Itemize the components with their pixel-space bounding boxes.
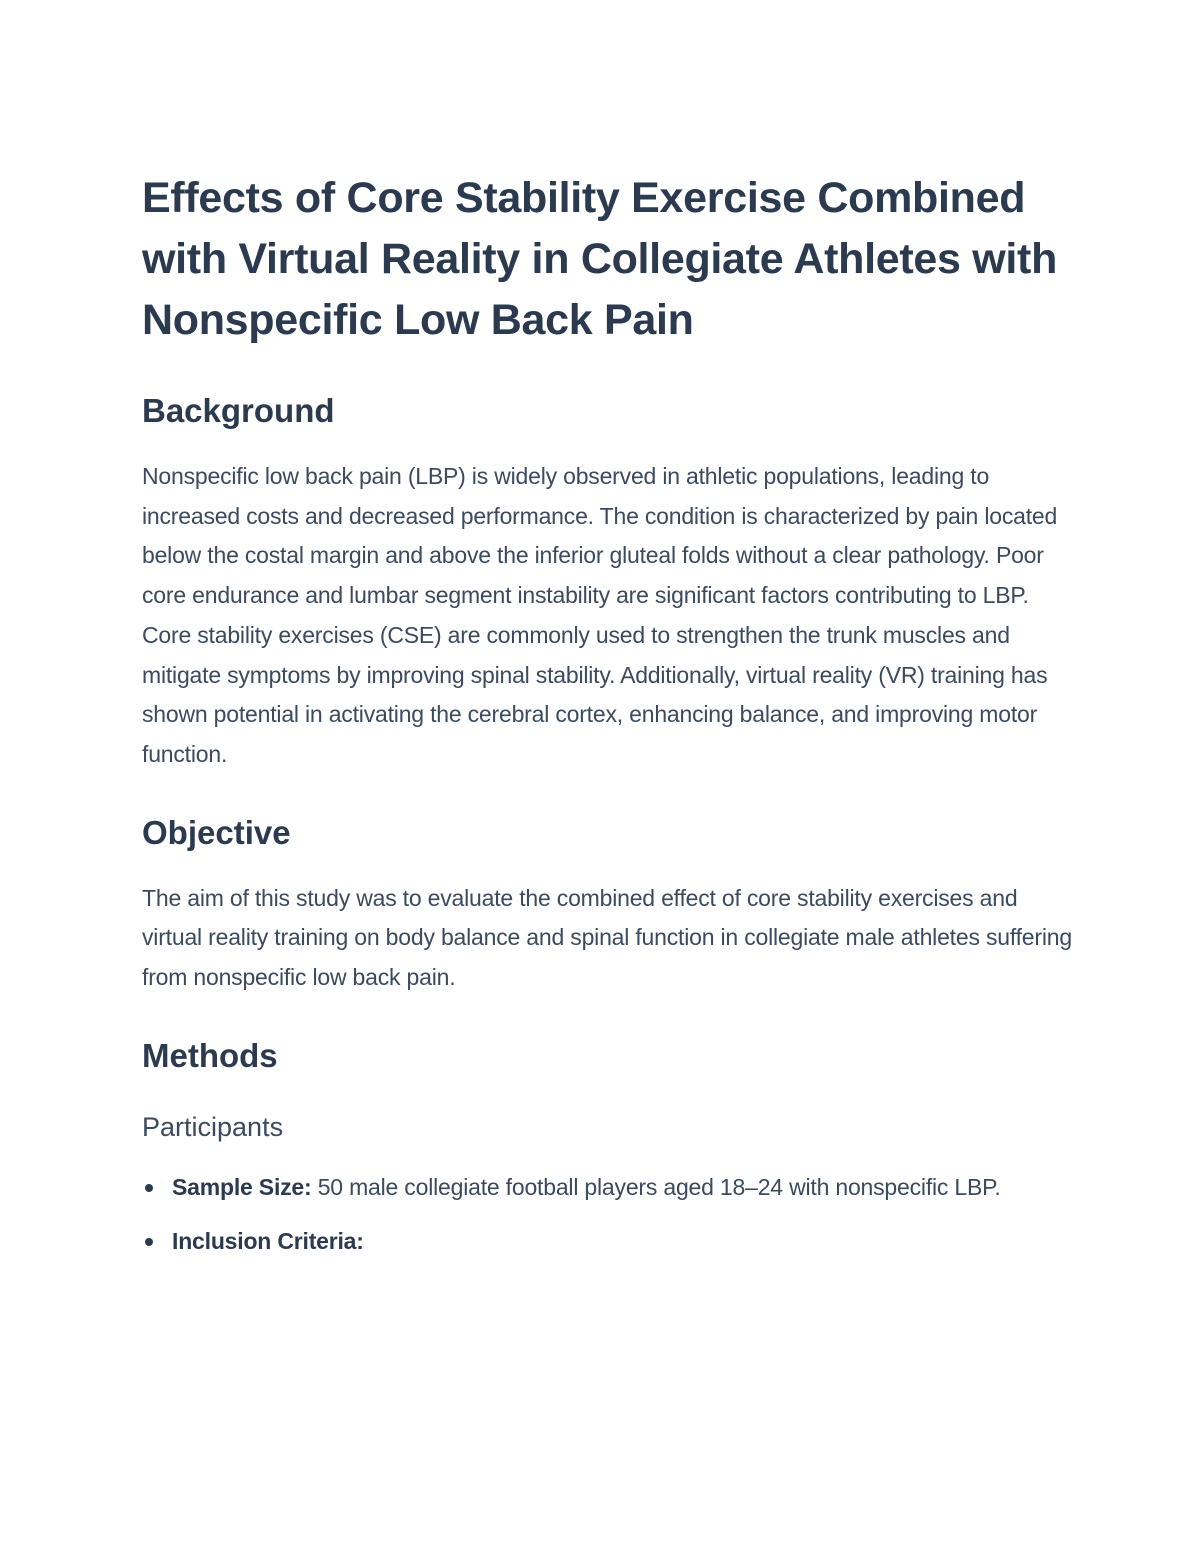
bullet-icon	[145, 1184, 153, 1192]
inclusion-criteria-label: Inclusion Criteria:	[172, 1228, 364, 1255]
methods-heading: Methods	[142, 1036, 278, 1074]
objective-paragraph: The aim of this study was to evaluate the combined effect of core stability exercises and virtual reality training on body balance and spinal function in collegiate male athletes suffering from nonspecific low back pain.	[142, 884, 1072, 991]
objective-heading: Objective	[142, 813, 291, 851]
sample-size-label: Sample Size:	[172, 1173, 312, 1200]
participants-subheading: Participants	[142, 1111, 284, 1142]
participants-list	[142, 1168, 1072, 1262]
list-item	[142, 1168, 1072, 1208]
document-title: Effects of Core Stability Exercise Combined with Virtual Reality in Collegiate Athletes with Nonspecific Low Back Pain	[142, 174, 1058, 344]
background-heading: Background	[142, 392, 335, 429]
background-paragraph: Nonspecific low back pain (LBP) is widely observed in athletic populations, leading to increased costs and decreased performance. The condition is characterized by pain located below the costal margin and above the inferior gluteal folds without a clear pathology. Poor core endurance and lumbar segment instability are significant factors contributing to LBP. Core stability exercises (CSE) are commonly used to strengthen the trunk muscles and mitigate symptoms by improving spinal stability. Additionally, virtual reality (VR) training has shown potential in activating the cerebral cortex, enhancing balance, and improving motor function.	[142, 463, 1058, 767]
list-item	[142, 1222, 1072, 1262]
document-page	[142, 168, 1072, 1262]
sample-size-text: 50 male collegiate football players aged 18–24 with nonspecific LBP.	[311, 1173, 1001, 1200]
bullet-icon	[145, 1238, 153, 1246]
